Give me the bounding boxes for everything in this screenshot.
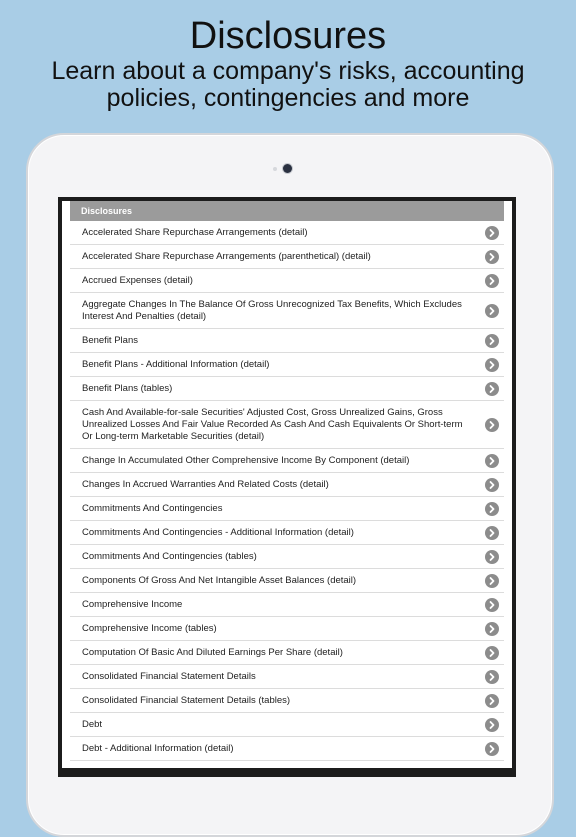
- chevron-right-circle-icon[interactable]: [485, 478, 499, 492]
- app-screen: [62, 201, 512, 768]
- chevron-right-circle-icon[interactable]: [485, 526, 499, 540]
- chevron-right-circle-icon[interactable]: [485, 454, 499, 468]
- list-item[interactable]: [70, 401, 504, 449]
- list-item-label: Benefit Plans - Additional Information (detail): [82, 358, 270, 370]
- list-item[interactable]: [70, 353, 504, 377]
- tablet-camera: [283, 164, 292, 173]
- list-item-label: Changes In Accrued Warranties And Related Costs (detail): [82, 478, 329, 490]
- list-item-label: Change In Accumulated Other Comprehensive Income By Component (detail): [82, 454, 410, 466]
- list-item[interactable]: [70, 737, 504, 761]
- chevron-right-circle-icon[interactable]: [485, 622, 499, 636]
- list-item-label: Debt: [82, 718, 103, 730]
- list-item-label: Benefit Plans (tables): [82, 382, 173, 394]
- chevron-right-circle-icon[interactable]: [485, 694, 499, 708]
- list-item-label: Commitments And Contingencies (tables): [82, 550, 257, 562]
- list-item[interactable]: [70, 713, 504, 737]
- list-item[interactable]: [70, 269, 504, 293]
- list-item[interactable]: [70, 617, 504, 641]
- list-item[interactable]: [70, 497, 504, 521]
- list-item[interactable]: [70, 329, 504, 353]
- list-item-label: Components Of Gross And Net Intangible Asset Balances (detail): [82, 574, 357, 586]
- list-item-label: Comprehensive Income (tables): [82, 622, 217, 634]
- list-item-label: Consolidated Financial Statement Details (tables): [82, 694, 291, 706]
- tablet-sensor: [273, 167, 277, 171]
- chevron-right-circle-icon[interactable]: [485, 226, 499, 240]
- promo-subtitle-line-2: policies, contingencies and more: [106, 84, 470, 112]
- disclosures-list: [70, 221, 504, 761]
- chevron-right-circle-icon[interactable]: [485, 574, 499, 588]
- promo-subtitle: [0, 58, 576, 112]
- chevron-right-circle-icon[interactable]: [485, 418, 499, 432]
- list-item-label: Commitments And Contingencies: [82, 502, 223, 514]
- chevron-right-circle-icon[interactable]: [485, 304, 499, 318]
- list-item-label: Comprehensive Income: [82, 598, 183, 610]
- chevron-right-circle-icon[interactable]: [485, 550, 499, 564]
- list-item[interactable]: [70, 521, 504, 545]
- list-item[interactable]: [70, 641, 504, 665]
- list-item[interactable]: [70, 293, 504, 329]
- promo-subtitle-line-1: Learn about a company's risks, accounting: [51, 57, 525, 85]
- list-item-label: Consolidated Financial Statement Details: [82, 670, 256, 682]
- list-item[interactable]: [70, 449, 504, 473]
- chevron-right-circle-icon[interactable]: [485, 742, 499, 756]
- list-item-label: Computation Of Basic And Diluted Earnings Per Share (detail): [82, 646, 343, 658]
- list-item[interactable]: [70, 569, 504, 593]
- list-item[interactable]: [70, 593, 504, 617]
- list-item-label: Accelerated Share Repurchase Arrangements (detail): [82, 226, 308, 238]
- promo-title: Disclosures: [189, 15, 387, 57]
- list-item[interactable]: [70, 545, 504, 569]
- list-item-label: Accelerated Share Repurchase Arrangements (parenthetical) (detail): [82, 250, 371, 262]
- chevron-right-circle-icon[interactable]: [485, 274, 499, 288]
- chevron-right-circle-icon[interactable]: [485, 670, 499, 684]
- list-item-label: Aggregate Changes In The Balance Of Gross Unrecognized Tax Benefits, Which Excludes Interest And Penalties (detail): [82, 298, 462, 322]
- chevron-right-circle-icon[interactable]: [485, 646, 499, 660]
- list-header: Disclosures: [70, 201, 504, 221]
- chevron-right-circle-icon[interactable]: [485, 358, 499, 372]
- chevron-right-circle-icon[interactable]: [485, 250, 499, 264]
- list-item[interactable]: [70, 377, 504, 401]
- list-item[interactable]: [70, 689, 504, 713]
- chevron-right-circle-icon[interactable]: [485, 502, 499, 516]
- list-item[interactable]: [70, 473, 504, 497]
- list-item-label: Debt - Additional Information (detail): [82, 742, 234, 754]
- chevron-right-circle-icon[interactable]: [485, 334, 499, 348]
- chevron-right-circle-icon[interactable]: [485, 382, 499, 396]
- chevron-right-circle-icon[interactable]: [485, 718, 499, 732]
- list-item[interactable]: [70, 221, 504, 245]
- list-item[interactable]: [70, 245, 504, 269]
- chevron-right-circle-icon[interactable]: [485, 598, 499, 612]
- list-item-label: Commitments And Contingencies - Additional Information (detail): [82, 526, 354, 538]
- list-item-label: Benefit Plans: [82, 334, 138, 346]
- list-item-label: Cash And Available-for-sale Securities' Adjusted Cost, Gross Unrealized Gains, Gross Unrealized Losses And Fair Value Recorded As Cash And Cash Equivalents Or Short-term Or Long-term Marketable Securities (detail): [82, 406, 463, 442]
- list-item[interactable]: [70, 665, 504, 689]
- list-item-label: Accrued Expenses (detail): [82, 274, 193, 286]
